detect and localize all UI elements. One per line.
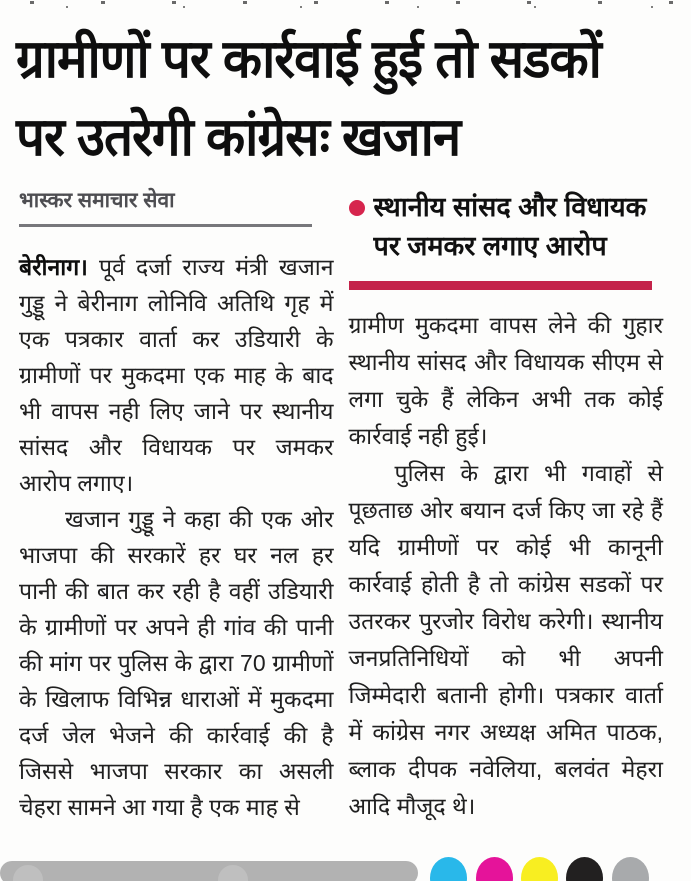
- gray-bar-highlight: [218, 865, 248, 881]
- subhead-text: स्थानीय सांसद और विधायक पर जमकर लगाए आरोप: [373, 192, 647, 261]
- paragraph-1-text: पूर्व दर्जा राज्य मंत्री खजान गुड्डू ने बेरीनाग लोनिवि अतिथि गृह में एक पत्रकार वार्ता कर उडियारी के ग्रामीणों पर मुकदमा एक माह के बाद भी वापस नही लिए जाने पर स्थानीय सांसद और विधायक पर जमकर आरोप लगाए।: [19, 254, 334, 496]
- magenta-registration-dot: [476, 857, 513, 881]
- cropped-previous-line: [4, 0, 687, 10]
- cyan-registration-dot: [430, 857, 467, 881]
- paragraph-1: [19, 249, 334, 501]
- bullet-icon: [349, 200, 365, 216]
- headline-line-2: पर उतरेगी कांग्रेसः खजान: [16, 107, 461, 167]
- left-column: [19, 186, 334, 825]
- black-registration-dot: [566, 857, 603, 881]
- gray-bar-highlight: [13, 865, 43, 881]
- press-gray-bar: [0, 861, 418, 881]
- right-column-text: [349, 307, 664, 825]
- article-columns: [19, 186, 663, 825]
- gray-registration-dot: [612, 857, 649, 881]
- yellow-registration-dot: [521, 857, 558, 881]
- dateline: बेरीनाग।: [19, 254, 88, 280]
- byline: भास्कर समाचार सेवा: [19, 186, 312, 227]
- red-divider-rule: [349, 281, 652, 290]
- left-column-text: [19, 249, 334, 825]
- subhead-block: [349, 188, 664, 266]
- article-headline: [16, 20, 675, 176]
- right-column: [349, 186, 664, 825]
- headline-line-1: ग्रामीणों पर कार्रवाई हुई तो सडकों: [16, 29, 601, 89]
- paragraph-4: पुलिस के द्वारा भी गवाहों से पूछताछ ओर बयान दर्ज किए जा रहे हैं यदि ग्रामीणों पर कोई भी कानूनी कार्रवाई होती है तो कांग्रेस सडकों पर उतरकर पुरजोर विरोध करेगी। स्थानीय जनप्रतिनिधियों को भी अपनी जिम्मेदारी बतानी होगी। पत्रकार वार्ता में कांग्रेस नगर अध्यक्ष अमित पाठक, ब्लाक दीपक नवेलिया, बलवंत मेहरा आदि मौजूद थे।: [348, 460, 663, 819]
- paragraph-2: खजान गुड्डू ने कहा की एक ओर भाजपा की सरकारें हर घर नल हर पानी की बात कर रही है वहीं उडियारी के ग्रामीणों पर अपने ही गांव की पानी की मांग पर पुलिस के द्वारा 70 ग्रामीणों के खिलाफ विभिन्न धाराओं में मुकदमा दर्ज जेल भेजने की कार्रवाई की है जिससे भाजपा सरकार का असली चेहरा सामने आ गया है एक माह से: [19, 506, 334, 820]
- paragraph-3: ग्रामीण मुकदमा वापस लेने की गुहार स्थानीय सांसद और विधायक सीएम से लगा चुके हैं लेकिन अभी तक कोई कार्रवाई नही हुई।: [348, 312, 663, 449]
